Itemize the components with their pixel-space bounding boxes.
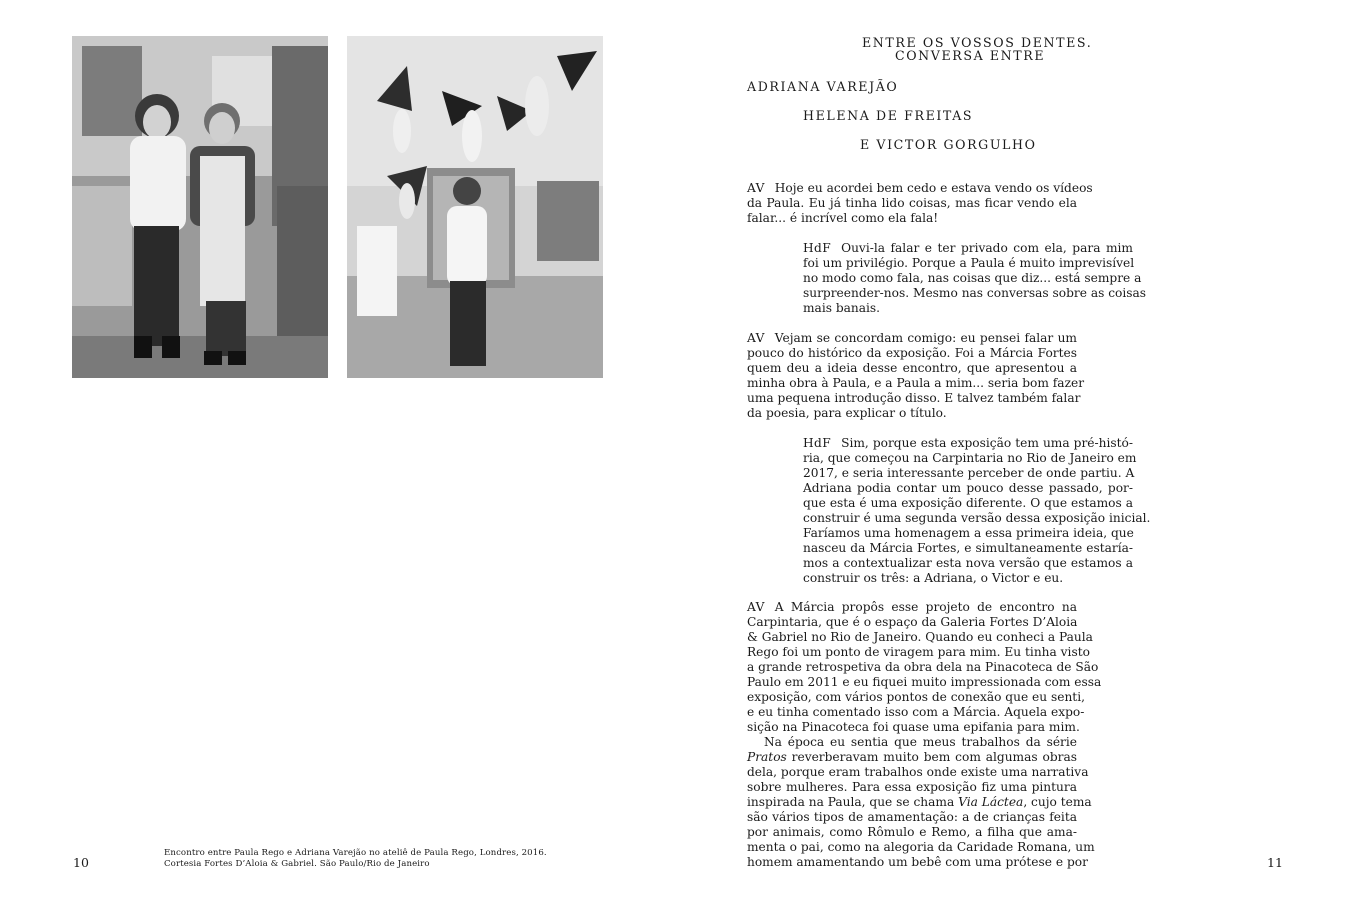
studio-photo-two-women — [72, 36, 328, 378]
article-title-line-2: CONVERSA ENTRE — [895, 48, 1046, 63]
dialogue-paragraph-4 — [803, 436, 1151, 586]
caption-line-2: Cortesia Fortes D’Aloia & Gabriel. São Paulo/Rio de Janeiro — [164, 859, 430, 869]
paragraph-line: uma pequena introdução disso. E talvez também falar — [747, 391, 1081, 405]
speaker-label: AV — [747, 331, 765, 345]
paragraph-line: nasceu da Márcia Fortes, e simultaneamente estaría- — [803, 541, 1133, 555]
paragraph-line: construir é uma segunda versão dessa exposição inicial. — [803, 511, 1151, 525]
artwork-title-pratos: Pratos — [747, 750, 787, 764]
paragraph-line: quem deu a ideia desse encontro, que apresentou a — [747, 361, 1077, 375]
paragraph-line: são vários tipos de amamentação: a de crianças feita — [747, 810, 1077, 824]
paragraph-line: foi um privilégio. Porque a Paula é muito imprevisível — [803, 256, 1135, 270]
paragraph-line: no modo como fala, nas coisas que diz... está sempre a — [803, 271, 1142, 285]
paragraph-line: AV A Márcia propôs esse projeto de encontro na — [747, 600, 1077, 614]
paragraph-line: 2017, e seria interessante perceber de onde partiu. A — [803, 466, 1135, 480]
studio-photo-mermaid-sculptures — [347, 36, 603, 378]
speaker-label: HdF — [803, 436, 832, 450]
paragraph-line: exposição, com vários pontos de conexão que eu senti, — [747, 690, 1085, 704]
photo-caption — [164, 848, 547, 870]
paragraph-line: & Gabriel no Rio de Janeiro. Quando eu conheci a Paula — [747, 630, 1093, 644]
paragraph-line: Pratos reverberavam muito bem com algumas obras — [747, 750, 1077, 764]
paragraph-line: Paulo em 2011 e eu fiquei muito impressionada com essa — [747, 675, 1102, 689]
page-number-right: 11 — [1267, 855, 1283, 870]
speaker-label: AV — [747, 181, 765, 195]
paragraph-line: ria, que começou na Carpintaria no Rio de Janeiro em — [803, 451, 1137, 465]
artwork-title-via-lactea: Via Láctea — [958, 795, 1024, 809]
dialogue-paragraph-1 — [747, 181, 1093, 226]
paragraph-line: construir os três: a Adriana, o Victor e eu. — [803, 571, 1064, 585]
paragraph-line: homem amamentando um bebê com uma prótese e por — [747, 855, 1088, 869]
article-title-line-1: ENTRE OS VOSSOS DENTES. — [862, 35, 1093, 50]
speaker-label: AV — [747, 600, 765, 614]
paragraph-line: pouco do histórico da exposição. Foi a Márcia Fortes — [747, 346, 1077, 360]
paragraph-line: mos a contextualizar esta nova versão que estamos a — [803, 556, 1133, 570]
paragraph-line: Adriana podia contar um pouco desse passado, por- — [803, 481, 1133, 495]
paragraph-line: Rego foi um ponto de viragem para mim. Eu tinha visto — [747, 645, 1090, 659]
caption-line-1: Encontro entre Paula Rego e Adriana Varejão no ateliê de Paula Rego, Londres, 2016. — [164, 848, 547, 858]
paragraph-line: Na época eu sentia que meus trabalhos da série — [764, 735, 1077, 749]
paragraph-line: da poesia, para explicar o título. — [747, 406, 947, 420]
participant-name-1: ADRIANA VAREJÃO — [747, 79, 899, 94]
page-number-left: 10 — [73, 855, 89, 870]
paragraph-line: Faríamos uma homenagem a essa primeira ideia, que — [803, 526, 1134, 540]
paragraph-line: dela, porque eram trabalhos onde existe uma narrativa — [747, 765, 1089, 779]
paragraph-line: AV Hoje eu acordei bem cedo e estava vendo os vídeos — [747, 181, 1093, 195]
paragraph-line: da Paula. Eu já tinha lido coisas, mas ficar vendo ela — [747, 196, 1077, 210]
paragraph-line: Carpintaria, que é o espaço da Galeria Fortes D’Aloia — [747, 615, 1078, 629]
paragraph-line: menta o pai, como na alegoria da Caridade Romana, um — [747, 840, 1095, 854]
paragraph-line: inspirada na Paula, que se chama Via Láctea, cujo tema — [747, 795, 1092, 809]
paragraph-line: mais banais. — [803, 301, 881, 315]
paragraph-line: HdF Sim, porque esta exposição tem uma pré-histó- — [803, 436, 1133, 450]
dialogue-paragraph-2 — [803, 241, 1147, 316]
participant-name-2: HELENA DE FREITAS — [803, 108, 974, 123]
paragraph-line: que esta é uma exposição diferente. O que estamos a — [803, 496, 1133, 510]
paragraph-line: minha obra à Paula, e a Paula a mim... seria bom fazer — [747, 376, 1085, 390]
paragraph-line: por animais, como Rômulo e Remo, a filha que ama- — [747, 825, 1077, 839]
paragraph-line: surpreender-nos. Mesmo nas conversas sobre as coisas — [803, 286, 1147, 300]
dialogue-paragraph-5 — [747, 600, 1102, 870]
paragraph-line: sição na Pinacoteca foi quase uma epifania para mim. — [747, 720, 1080, 734]
paragraph-line: sobre mulheres. Para essa exposição fiz uma pintura — [747, 780, 1077, 794]
paragraph-line: e eu tinha comentado isso com a Márcia. Aquela expo- — [747, 705, 1085, 719]
paragraph-line: a grande retrospetiva da obra dela na Pinacoteca de São — [747, 660, 1099, 674]
participant-name-3: E VICTOR GORGULHO — [860, 137, 1037, 152]
speaker-label: HdF — [803, 241, 832, 255]
dialogue-paragraph-3 — [747, 331, 1085, 421]
paragraph-line: HdF Ouvi-la falar e ter privado com ela, para mim — [803, 241, 1133, 255]
paragraph-line: AV Vejam se concordam comigo: eu pensei falar um — [747, 331, 1077, 345]
paragraph-line: falar... é incrível como ela fala! — [747, 211, 939, 225]
